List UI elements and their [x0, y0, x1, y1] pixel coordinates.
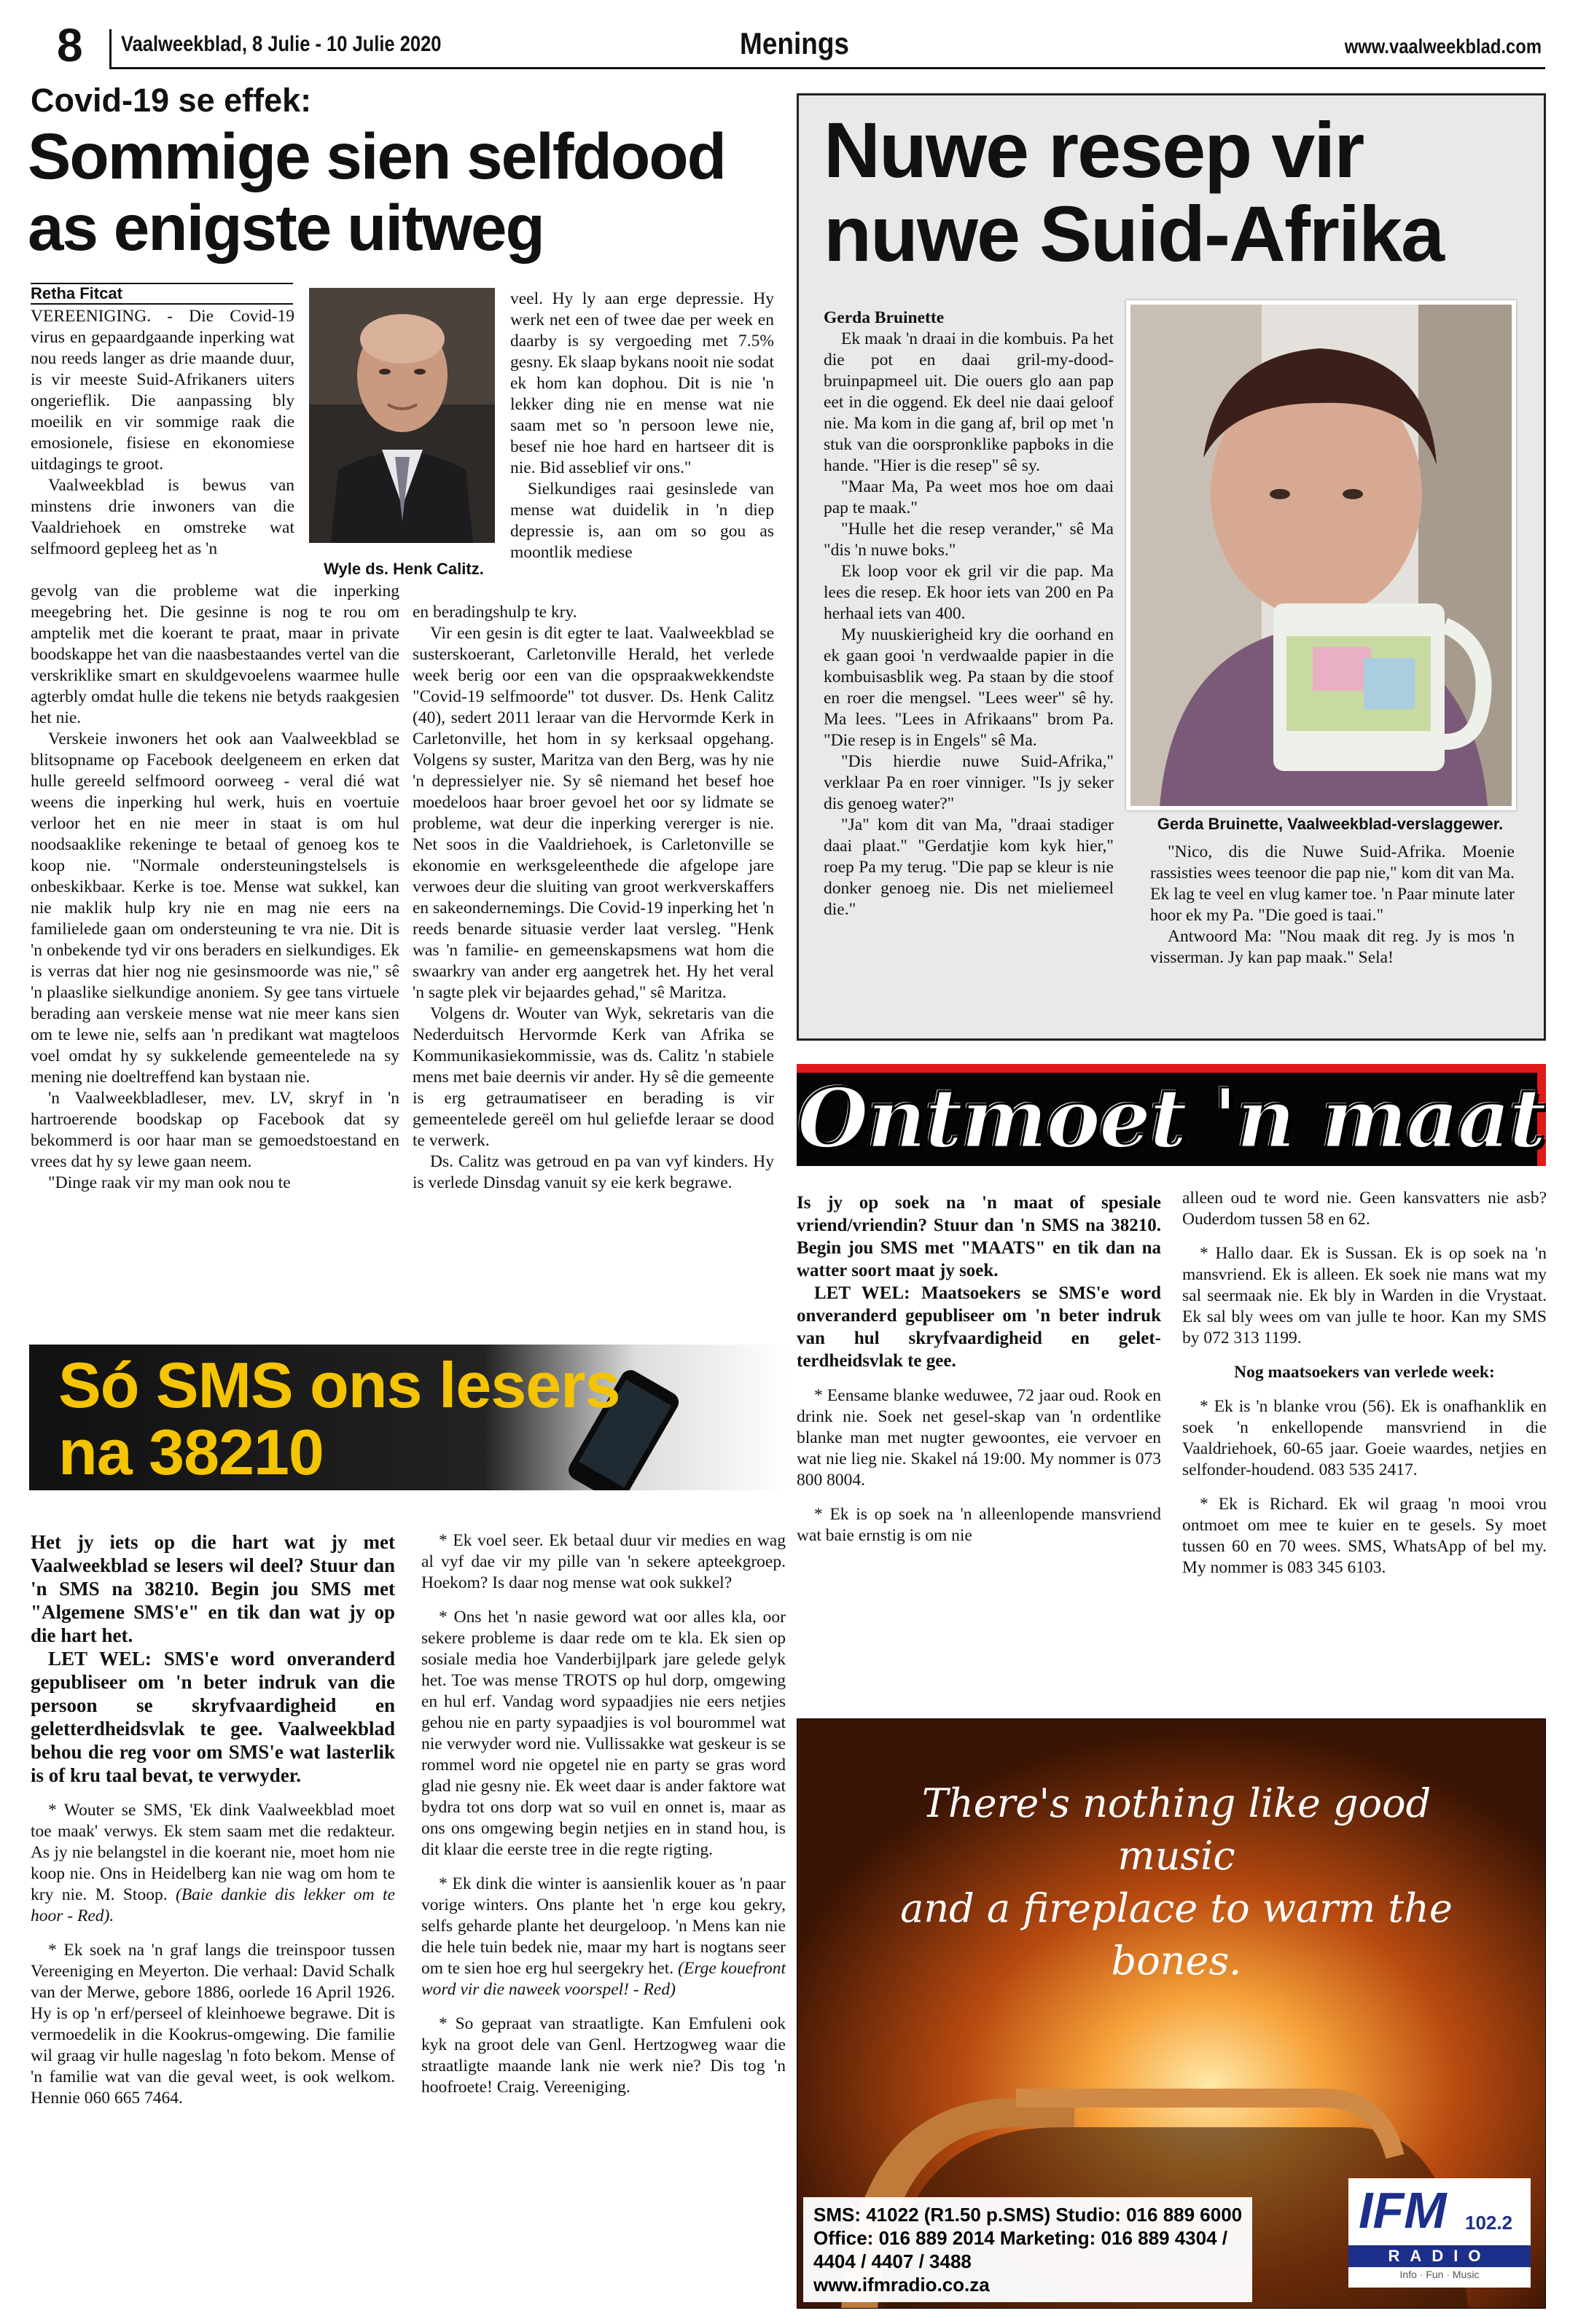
sms-entry [421, 1874, 786, 2000]
paragraph: "Dis hierdie nuwe Suid-Afrika," verklaar Pa en roer vinniger. "Is jy seker dis genoeg water?" [824, 752, 1114, 813]
resep-byline: Gerda Bruinette [824, 308, 945, 327]
ontmoet-intro: Is jy op soek na 'n maat of spesiale vriend/vriendin? Stuur dan 'n SMS na 38210. Begin jou SMS met "MAATS" en tik dan na watter soort maat jy soek. [797, 1193, 1161, 1280]
paragraph: "Ja" kom dit van Ma, "draai stadiger daai plaat." "Gerdatjie kom kyk hier," roep Pa my terug. "Die pap se kleur is nie donker genoeg nie. Dis net mieliemeel die." [824, 815, 1114, 919]
byline-rule-bottom [31, 303, 293, 305]
logo-text: IFM [1359, 2182, 1447, 2239]
ontmoet-banner [797, 1064, 1546, 1166]
article-column-2-top [510, 289, 774, 563]
paragraph: VEREENIGING. - Die Covid-19 virus en gepaardgaande inperking wat nou reeds langer as drie maande duur, is vir meeste Suid-Afrikaners uiters ongerieflik. Die aanpassing bly moeilik en vir sommige raak die emosionele, fisiese en ekonomiese uitdagings te groot. [31, 307, 294, 474]
paragraph: Verskeie inwoners het ook aan Vaalweekblad se blitsopname op Facebook deelgeneem en erken dat hulle gereeld selfmoord oorweeg - veral dié wat weens die inperking hul werk, huis en voertuie verloor het en nie meer in staat is om hul noodsaaklike rekeninge te betaal of genoeg kos te koop nie. "Normale ondersteuningstelsels is onbeskikbaar. Kerke is toe. Mense wat sukkel, kan nie maklik hulp kry nie en mag nie eers na familielede gaan om ondersteuning te vra nie. Dit is 'n onbekende tyd vir ons beraders en sielkundiges. Ek is verras dat hier nog nie gesinsmoorde was nie," sê 'n plaaslike sielkundige anoniem. Sy gee tans virtuele berading aan verskeie mense wat nie meer kans sien om te lewe nie, selfs aan 'n predikant wat magteloos voel omdat hy sy sukkelende gemeentelede na sy mening nie doeltreffend kan bystaan nie. [31, 729, 399, 1087]
paragraph: en beradingshulp te kry. [413, 603, 577, 622]
ontmoet-note: LET WEL: Maatsoekers se SMS'e word onveranderd gepubliseer om 'n beter indruk van hul skryfvaardigheid en gelet-terdheidsvlak te gee. [797, 1283, 1161, 1371]
paragraph: Sielkundiges raai gesinslede van mense wat duidelik in 'n diep depressie is, aan om so gou as moontlik mediese [510, 480, 774, 562]
sms-entry-text: * Ek dink die winter is aansienlik kouer as 'n paar vorige winters. Ons plante het 'n erge kou gekry, selfs geharde plante het deurgeloop. 'n Mens kan nie die hele tuin bedek nie, maar my hart is nogtans seer om te sien hoe erg hul seergekry het. [421, 1874, 786, 1978]
sms-entry: * Ek soek na 'n graf langs die treinspoor tussen Vereeniging en Meyerton. Die verhaal: David Schalk van der Merwe, gebore 1886, oorlede 16 April 1926. Hy is op 'n erf/perseel of kleinhoewe begrawe. Dit is vermoedelik in die Kookrus-omgewing. Die familie wil graag vir hulle nageslag 'n foto bekom. Mense of 'n familie wat van die geval weet, is ook welkom. Hennie 060 665 7464. [31, 1941, 395, 2108]
sms-entry [31, 1800, 395, 1927]
maat-entry: * Ek is Richard. Ek wil graag 'n mooi vrou ontmoet om mee te kuier en te gesels. Sy moet tussen 60 en 70 wees. SMS, WhatsApp of bel my. My nommer is 083 345 6103. [1182, 1495, 1547, 1577]
publication-date: Vaalweekblad, 8 Julie - 10 Julie 2020 [121, 32, 442, 56]
paragraph: gevolg van die probleme wat die inperking meegebring het. Die gesinne is nog te rou om amptelik met die koerant te praat, maar in private boodskappe het van die naasbestaandes vertel van die verskriklike smart en skuldgevoelens waarmee hulle agterbly omdat hulle die tekens nie betyds raakgesien het nie. [31, 582, 399, 727]
paragraph: "Dinge raak vir my man ook nou te [48, 1173, 291, 1192]
maat-entry: * Ek is op soek na 'n alleenlopende mansvriend wat baie ernstig is om nie [797, 1505, 1161, 1545]
paragraph: "Nico, dis die Nuwe Suid-Afrika. Moenie rassisties wees teenoor die pap nie," kom dit van Ma. Ek lag te veel en vlug kamer toe. 'n Paar minute later hoor ek my Pa. "Die goed is taai." [1150, 842, 1515, 925]
last-week-heading: Nog maatsoekers van verlede week: [1234, 1363, 1495, 1382]
ad-contact-line: 4404 / 4407 / 3488 [813, 2250, 972, 2272]
paragraph: Vaalweekblad is bewus van minstens drie inwoners van die Vaaldriehoek en omstreke wat selfmoord gepleeg het as 'n [31, 476, 294, 558]
resep-headline: Nuwe resep vir nuwe Suid-Afrika [824, 106, 1444, 278]
paragraph: Volgens dr. Wouter van Wyk, sekretaris van die Nederduitsch Hervormde Kerk van Afrika se Kommunikasiekommissie, was ds. Calitz 'n stabiele mens met baie deernis vir ander. Hy sê die gemeente is erg getraumatiseer en berading is vir gemeentelede gereël om hul geliefde leraar se dood te verwerk. [413, 1004, 774, 1150]
maat-entry: * Eensame blanke weduwee, 72 jaar oud. Rook en drink nie. Soek net gesel-skap van 'n ordentlike blanke man met nugter gewoontes, eie vervoer en wat nie lieg nie. Skakel ná 19:00. My nommer is 073 800 8004. [797, 1386, 1161, 1490]
paragraph: Ek maak 'n draai in die kombuis. Pa het die pot en daai gril-my-dood-bruinpapmeel uit. Die ouers glo aan pap eet in die oggend. Ek deel nie daai geloof nie. Ma kom in die gang af, bril op met 'n stuk van die oorspronklike papboks in die hande. "Hier is die resep" sê sy. [824, 329, 1114, 475]
sms-banner-line-2: na 38210 [58, 1416, 324, 1488]
sms-banner-line-1: Só SMS ons lesers [58, 1349, 620, 1421]
photo-gerda-bruinette [1126, 300, 1516, 810]
paragraph: Vir een gesin is dit egter te laat. Vaalweekblad se susterskoerant, Carletonville Herald, het verlede week berig oor een van die opspraakwekkendste "Covid-19 selfmoorde" tot dusver. Ds. Henk Calitz (40), sedert 2011 leraar van die Hervormde Kerk in Carletonville, het hom in sy kerksaal opgehang. Volgens sy suster, Maritza van den Berg, was hy nie 'n depressielyer nie. Sy sê niemand het besef hoe moedeloos haar broer gevoel het oor sy lidmate se probleme, wat deur die inperking vererger is nie. Net soos in die Vaaldriehoek, is Carletonville se ekonomie en werksgeleenthede die afgelope jare verwoes deur die sluiting van groot werkverskaffers en sakeondernemings. Die Covid-19 inperking het 'n reeds benarde situasie verder laat versleg. "Henk was 'n familie- en gemeenskapsmens wat hom die swaarkry van ander erg aangetrek het. Hy het veral 'n sagte plek vir bejaardes gehad," sê Maritza. [413, 624, 774, 1002]
maat-entry: * Hallo daar. Ek is Sussan. Ek is op soek na 'n mansvriend. Ek is alleen. Ek soek nie mans wat my sal seermaak nie. Ek bly in Warden in die Vrystaat. Ek sal bly wees om van julle te hoor. Kan my SMS by 072 313 1199. [1182, 1244, 1547, 1347]
paragraph: My nuuskierigheid kry die oorhand en ek gaan gooi 'n verdwaalde papier in die kombuisasblik weg. Pa staan by die stoof en roer die mengsel. "Lees weer" sê hy. Ma lees. "Lees in Afrikaans" brom Pa. "Die resep is in Engels" sê Ma. [824, 625, 1114, 750]
website-url: www.vaalweekblad.com [1344, 35, 1542, 58]
paragraph: "Hulle het die resep verander," sê Ma "dis 'n nuwe boks." [824, 520, 1114, 560]
photo-caption-henk: Wyle ds. Henk Calitz. [324, 560, 484, 578]
maat-entry: alleen oud te word nie. Geen kansvatters nie asb? Ouderdom tussen 58 en 62. [1182, 1189, 1547, 1229]
resep-column-2 [1150, 842, 1515, 969]
paragraph: Ek loop voor ek gril vir die pap. Ma lees die resep. Ek hoor iets van 200 en Pa herhaal iets van 400. [824, 562, 1114, 623]
article-byline: Retha Fitcat [31, 284, 122, 302]
portrait-illustration [309, 288, 495, 543]
ad-tagline-line-2: and a fireplace to warm the bones. [900, 1885, 1453, 1984]
photo-henk-calitz [309, 288, 495, 543]
paragraph: Antwoord Ma: "Nou maak dit reg. Jy is mos 'n visserman. Jy kan pap maak." Sela! [1150, 927, 1515, 967]
ontmoet-column-2 [1182, 1188, 1547, 1578]
ifm-radio-advertisement [797, 1718, 1546, 2309]
sms-note: LET WEL: SMS'e word onveranderd gepubliseer om 'n beter indruk van die persoon se skryfvaardigheid en geletterdheidsvlak te gee. Vaalweekblad behou die reg voor om SMS'e wat lasterlik is of kru taal bevat, te verwyder. [31, 1648, 395, 1786]
logo-slogan: Info · Fun · Music [1399, 2269, 1480, 2280]
sms-entry: * Ons het 'n nasie geword wat oor alles kla, oor sekere probleme is daar rede om te kla. Ek sien op sosiale media hoe Vanderbijlpark jare gelede gelyk het. Toe was mense TROTS op hul dorp, omgewing en hul erf. Vandag word sypaadjies nie eers netjies gehou nie en party sypaadjies is vol bourommel wat nie verwyder word nie. Vullissakke wat geskeur is se rommel word nie opgetel nie en party se gras word glad nie gesny nie. Ek weet daar is ander faktore wat bydra tot ons dorp wat so vuil en onnet is, maar as ons ons omgewing begin netjies en in stand hou, is dit klaar die eerste tree in die regte rigting. [421, 1608, 786, 1859]
ad-contact-line: Office: 016 889 2014 Marketing: 016 889 4304 / [813, 2227, 1228, 2249]
paragraph: "Maar Ma, Pa weet mos hoe om daai pap te maak." [824, 477, 1114, 517]
ad-website: www.ifmradio.co.za [813, 2274, 990, 2296]
ontmoet-title: Ontmoet 'n maat [797, 1071, 1545, 1166]
main-headline: Sommige sien selfdood as enigste uitweg [28, 120, 725, 264]
page-number: 8 [57, 19, 83, 71]
portrait-illustration [1130, 305, 1512, 806]
article-column-2-bottom [413, 602, 774, 1194]
paragraph: 'n Vaalweekbladleser, mev. LV, skryf in 'n hartroerende boodskap op Facebook dat sy bekommerd is oor haar man se gemoedstoestand en vrees dat hy sy lewe gaan neem. [31, 1089, 399, 1171]
section-name: Menings [740, 26, 849, 60]
ad-contact-line: SMS: 41022 (R1.50 p.SMS) Studio: 016 889 6000 [813, 2204, 1243, 2226]
ad-tagline-line-1: There's nothing like good music [921, 1780, 1431, 1879]
sms-intro: Het jy iets op die hart wat jy met Vaalweekblad se lesers wil deel? Stuur dan 'n SMS na 38210. Begin jou SMS met "Algemene SMS'e" en tik dan wat jy op die hart het. [31, 1531, 395, 1646]
sms-entry-text: * Wouter se SMS, 'Ek dink Vaalweekblad moet toe maak' verwys. Ek stem saam met die redakteur. As jy nie belangstel in die koerant nie, moet hom nie koop nie. Ons in Heidelberg kan nie wag om hom te kry nie. M. Stoop. [31, 1801, 395, 1904]
sms-entry: * So gepraat van straatligte. Kan Emfuleni ook kyk na groot dele van Genl. Hertzogweg waar die straatligte maande lank nie werk nie? Dis tog 'n hoofroete! Craig. Vereeniging. [421, 2014, 786, 2097]
header-divider [109, 29, 112, 67]
article-column-1-top [31, 306, 294, 560]
ontmoet-column-1 [797, 1192, 1161, 1546]
article-kicker: Covid-19 se effek: [31, 82, 312, 119]
ad-contact-box [803, 2197, 1252, 2302]
ifm-logo [1348, 2178, 1531, 2288]
article-column-1-bottom [31, 581, 399, 1194]
sms-entry: * Ek voel seer. Ek betaal duur vir medies en wag al vyf dae vir my pille van 'n sekere apteekgroep. Hoekom? Is daar nog mense wat ook sukkel? [421, 1531, 786, 1592]
header-rule [109, 67, 1545, 69]
maat-entry: * Ek is 'n blanke vrou (56). Ek is onafhanklik en soek 'n enkellopende mansvriend in die Vaaldriehoek, 60-65 jaar. Goeie waardes, netjies en selfonder-houdend. 083 535 2417. [1182, 1397, 1547, 1479]
paragraph: Ds. Calitz was getroud en pa van vyf kinders. Hy is verlede Dinsdag vanuit sy eie kerk begrawe. [413, 1152, 774, 1192]
editor-reply: (Erge kouefront word vir die naweek voorspel! - Red) [421, 1959, 786, 1999]
sms-banner [29, 1345, 787, 1490]
logo-radio: RADIO [1348, 2245, 1531, 2267]
sms-column-1 [31, 1530, 395, 2109]
resep-column-1 [824, 308, 1114, 920]
photo-caption-gerda: Gerda Bruinette, Vaalweekblad-verslaggewer. [1157, 815, 1504, 833]
sms-column-2 [421, 1530, 786, 2098]
logo-frequency: 102.2 [1465, 2212, 1513, 2234]
paragraph: veel. Hy ly aan erge depressie. Hy werk net een of twee dae per week en daarby is sy vergoeding met 7.5% gesny. Ek slaap bykans nooit nie sodat ek hom kan dophou. Dit is nie 'n lekker ding nie en mense wat nie saam met so 'n persoon lewe nie, besef nie hoe hard en hartseer dit is nie. Bid asseblief vir ons." [510, 289, 775, 477]
editor-reply: (Baie dankie dis lekker om te hoor - Red). [31, 1885, 396, 1925]
